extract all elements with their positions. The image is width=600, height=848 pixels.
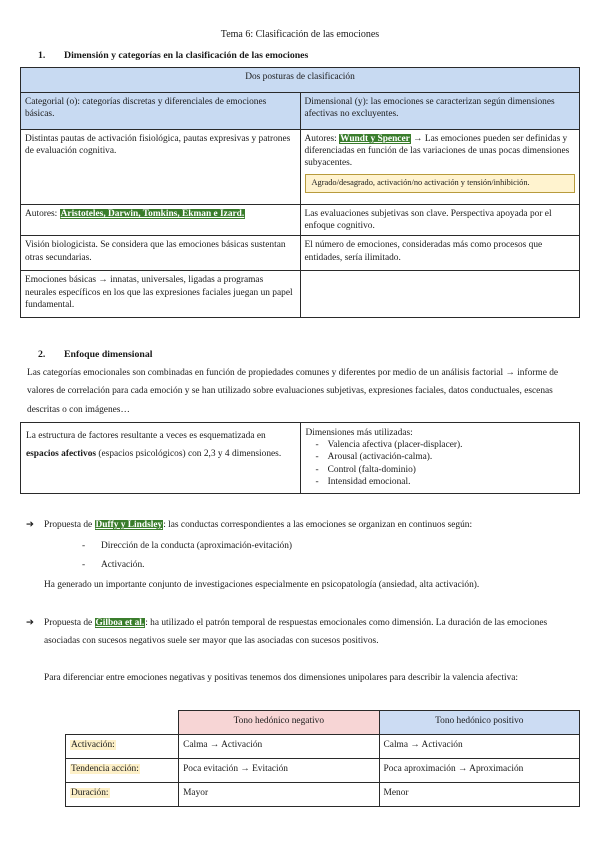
factor-structure-cell	[21, 423, 301, 494]
factor-text-c: (espacios psicológicos) con 2,3 y 4 dimensiones.	[96, 449, 282, 460]
row-label	[66, 783, 179, 807]
row-label-text: Activación:	[71, 740, 115, 750]
authors-label: Autores:	[25, 209, 60, 219]
empty-corner	[66, 711, 179, 735]
dimensional-heading: Dimensional (y): las emociones se caracterizan según dimensiones afectivas no excluyentes.	[300, 93, 580, 130]
authors-categorial: Aristoteles, Darwin, Tomkins, Ekman e Izard.	[60, 209, 245, 219]
dimensions-list	[306, 439, 575, 488]
table-row	[66, 735, 580, 759]
section-2-intro: Las categorías emocionales son combinadas en función de propiedades comunes y diferentes por medio de un análisis factorial → informe de valores de correlación para cada emoción y se han utilizado sobre evaluaciones subjetivas, expresiones faciales, datos conductuales, escenas descritas o con imágenes…	[27, 368, 559, 415]
duffy-sub-text: Dirección de la conducta (aproximación-evitación)	[101, 541, 293, 551]
section-1-heading	[38, 50, 308, 63]
table-row	[66, 783, 580, 807]
table-header: Dos posturas de clasificación	[21, 68, 580, 93]
dash-bullet: -	[82, 541, 86, 551]
categorial-cell-3: Visión biologicista. Se considera que las emociones básicas sustentan otras secundarias.	[21, 236, 301, 271]
dash-bullet: -	[82, 560, 86, 570]
affective-spaces-term: espacios afectivos	[26, 449, 97, 460]
authors-duffy-lindsley: Duffy y Lindsley	[95, 520, 163, 530]
duffy-sub-item-1	[82, 540, 292, 552]
dimensional-cell-1	[300, 130, 580, 205]
table-cell: Mayor	[179, 783, 379, 807]
duffy-after-paragraph: Ha generado un importante conjunto de investigaciones especialmente en psicopatología (ansiedad, alta activación).	[44, 580, 480, 590]
table-cell: Calma → Activación	[379, 735, 579, 759]
row-label-text: Duración:	[71, 788, 109, 798]
list-item: - Arousal (activación-calma).	[330, 451, 575, 463]
authors-gilboa: Gilboa et al.	[95, 618, 145, 628]
duffy-proposal	[26, 516, 580, 534]
valence-table	[65, 710, 580, 807]
list-item: - Valencia afectiva (placer-displacer).	[330, 439, 575, 451]
gilboa-proposal	[26, 614, 580, 651]
authors-wundt-spencer: Wundt y Spencer	[340, 134, 410, 144]
table-row	[66, 759, 580, 783]
row-label-text: Tendencia acción:	[71, 764, 139, 774]
dimensional-cell-2: Las evaluaciones subjetivas son clave. Perspectiva apoyada por el enfoque cognitivo.	[300, 205, 580, 236]
section-2-title: Enfoque dimensional	[64, 349, 153, 360]
proposal-label: Propuesta de	[44, 520, 95, 530]
row-label	[66, 759, 179, 783]
factor-text-a: La estructura de factores resultante a veces es esquematizada en	[26, 431, 266, 441]
section-2-heading	[38, 349, 152, 362]
classification-table	[20, 67, 580, 318]
gilboa-text: : ha utilizado el patrón temporal de respuestas emocionales como dimensión. La duración de las emociones asociadas con sucesos negativos suele ser mayor que las asociadas con sucesos positivos.	[44, 618, 548, 647]
dimensional-cell-3: El número de emociones, consideradas más como procesos que entidades, sería ilimitado.	[300, 236, 580, 271]
duffy-sub-item-2	[82, 559, 144, 571]
dimensional-cell-1-text: → Las emociones pueden ser definidas y diferenciadas en función de las variaciones de unas pocas dimensiones subyacentes.	[304, 134, 570, 169]
gilboa-after-paragraph: Para diferenciar entre emociones negativas y positivas tenemos dos dimensiones unipolares para describir la valencia afectiva:	[44, 673, 519, 683]
categorial-cell-4: Emociones básicas → innatas, universales, ligadas a programas neurales específicos en los que las expresiones faciales juegan un papel fundamental.	[21, 271, 301, 318]
table-cell: Poca aproximación → Aproximación	[379, 759, 579, 783]
col-header-negative: Tono hedónico negativo	[179, 711, 379, 735]
categorial-heading: Categorial (o): categorías discretas y diferenciales de emociones básicas.	[21, 93, 301, 130]
proposal-label: Propuesta de	[44, 618, 95, 628]
dimensions-cell	[300, 423, 580, 494]
row-label	[66, 735, 179, 759]
dimensions-title: Dimensiones más utilizadas:	[305, 428, 413, 438]
section-1-title: Dimensión y categorías en la clasificación de las emociones	[64, 50, 309, 61]
duffy-text: : las conductas correspondientes a las emociones se organizan en continuos según:	[163, 520, 473, 530]
arrow-right-icon: ➔	[26, 520, 34, 530]
col-header-positive: Tono hedónico positivo	[379, 711, 579, 735]
arrow-right-icon: ➔	[26, 618, 34, 628]
list-item: - Intensidad emocional.	[330, 476, 575, 488]
list-item: - Control (falta-dominio)	[330, 464, 575, 476]
dimensions-note-box: Agrado/desagrado, activación/no activación y tensión/inhibición.	[305, 174, 576, 193]
dimensional-cell-4	[300, 271, 580, 318]
authors-label: Autores:	[304, 134, 340, 144]
table-cell: Calma → Activación	[179, 735, 379, 759]
table-cell: Menor	[379, 783, 579, 807]
section-1-number: 1.	[38, 50, 46, 61]
duffy-sub-text: Activación.	[101, 560, 145, 570]
factor-structure-box	[20, 422, 580, 494]
table-cell: Poca evitación → Evitación	[179, 759, 379, 783]
categorial-cell-1: Distintas pautas de activación fisiológica, pautas expresivas y patrones de evaluación cognitiva.	[21, 130, 301, 205]
section-2-number: 2.	[38, 349, 46, 360]
page-title: Tema 6: Clasificación de las emociones	[220, 29, 380, 40]
categorial-cell-2	[21, 205, 301, 236]
